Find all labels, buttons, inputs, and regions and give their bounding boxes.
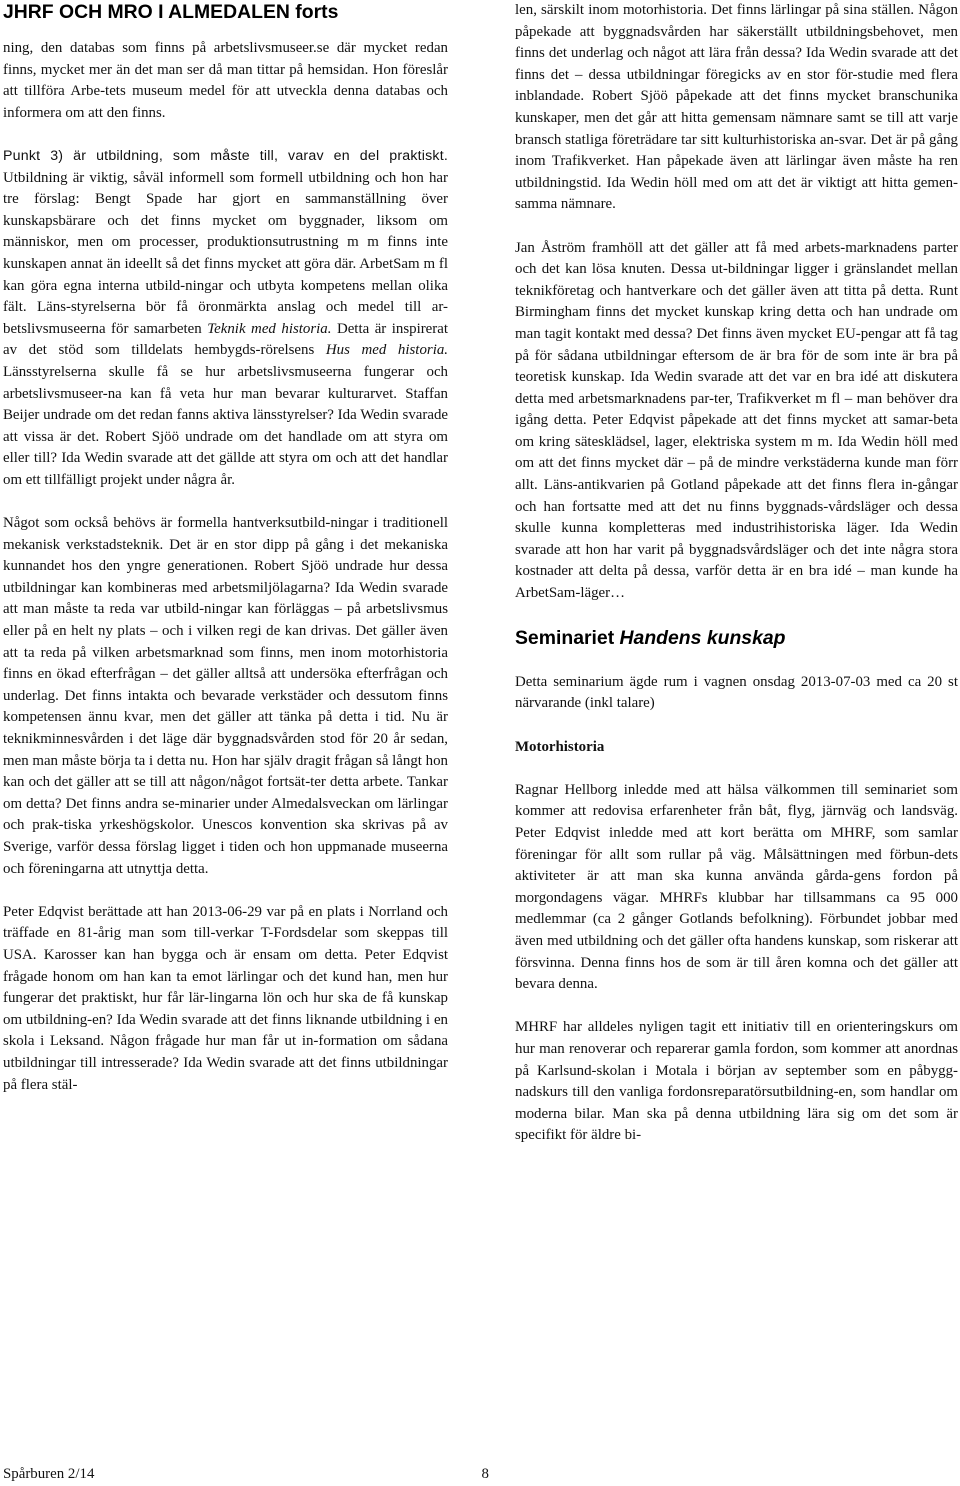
teknik-med-historia: Teknik med historia. <box>207 320 332 337</box>
subhead-motorhistoria: Motorhistoria <box>515 738 605 755</box>
left-paragraph-1: ning, den databas som finns på arbetslivsmuseer.se där mycket redan finns, mycket mer än det man ser då man tittar på hemsidan. Hon föreslår att tillföra Arbe-tets museum medel för att utveckla denna databas och informera om att den finns. <box>3 40 448 121</box>
right-paragraph-5: MHRF har alldeles nyligen tagit ett initiativ till en orienteringskurs om hur man renoverar och reparerar gamla fordon, som kommer att anordnas på Karlsund-skolan i Motala i början av september som en påbygg-nadskurs till den vanliga fordonsreparatörsutbildning-en, som handlar om moderna bilar. Man ska på denna utbildning lära sig om det som är specifikt för äldre bi- <box>515 1019 958 1144</box>
page-number: 8 <box>481 1466 489 1482</box>
right-paragraph-4: Ragnar Hellborg inledde med att hälsa välkommen till seminariet som kommer att redovisa erfarenheter från båt, flyg, järnväg och landsväg. Peter Edqvist inledde med att kort berätta om MHRF, som samlar föreningar för allt som rullar på väg. Målsättningen med förbun-dets aktiviteter är att man ska kunna använda gårda-gens fordon på morgondagens vägar. MHRFs klubbar har tillsammans ca 95 000 medlemmar (ca 2 gånger Gotlands befolkning). Förbundet jobbar med även med utbildning och det gäller ofta handens kunskap, som riskerar att försvinna. Denna finns hos de som är till åren komna och det gäller att bevara denna. <box>515 781 958 993</box>
section-heading-italic: Handens kunskap <box>619 627 786 650</box>
left-paragraph-2-a: Utbildning är viktig, såväl informell som formell utbildning och hon har tre förslag: Bengt Spade har gjort en sammanställning över kunskapsbärare och det finns mycket om byggnader, liksom om människor, men om processer, produktionsutrustning m m finns inte kunskapen annat än ideellt så det finns mycket att göra där. ArbetSam m fl kan göra egna interna utbild-ningar och utbyta kompetens mellan olika fält. Läns-styrelserna bör få öronmärkta anslag och medel till ar-betslivsmuseerna för samarbeten <box>3 169 448 337</box>
right-column <box>515 0 958 1147</box>
left-paragraph-3: Något som också behövs är formella hantverksutbild-ningar i traditionell mekanisk verkstadsteknik. Det är en stor dipp på gång i det mekaniska kunnandet hos den yngre generationen. Robert Sjöö undrade hur dessa utbildningar kan kombineras med arbetsmiljölagarna? Ida Wedin svarade att man måste ta reda var utbild-ningar kan förläggas – på arbetslivsmus eller på en helt ny plats – och i vilken regi de kan drivas. Det gäller även att ta reda på vilken arbetsmarknad som finns, men inom motorhistoria finns en ökad efterfrågan – det gäller alltså att undersöka efterfrågan och underlag. Det finns intakta och bevarade verkstäder och dessutom finns kompetensen ännu kvar, men det gäller att tänka på detta i tid. Nu är teknikminnesvården i det läge där byggnadsvården stod för 20 år sedan, men man måste börja ta i detta nu. Hon har själv dragit frågan så långt hon kan och det gäller att se till att någon/något fortsät-ter detta arbete. Tankar om detta? Det finns andra se-minarier under Almedalsveckan om lärlingar och prak-tiska yrkeshögskolor. Unescos konvention ska skrivas på av Sverige, varför dessa förslag ligget i tiden och hon uppmanade museerna och föreningarna att utnyttja detta. <box>3 515 448 877</box>
left-paragraph-4: Peter Edqvist berättade att han 2013-06-29 var på en plats i Norrland och träffade en 81-årig man som till-verkar T-Fordsdelar som skeppas till USA. Karosser kan han bygga och är ensam om detta. Peter Edqvist frågade honom om han kan ta emot lärlingar och det kund han, men hur fungerar det praktiskt, hur får lär-lingarna lön och hur ska de få kunskap om utbildning-en? Ida Wedin svarade att det finns liknande utbildning i en skola i Leksand. Någon frågade hur man får ut in-formation om sådana utbildningar till intresserade? Ida Wedin svarade att det finns utbildningar på flera stäl- <box>3 903 448 1093</box>
point-3-lead: Punkt 3) är utbildning, som måste till, varav en del praktiskt. <box>3 147 448 164</box>
left-column <box>3 0 448 1096</box>
section-heading <box>515 626 958 650</box>
section-heading-plain: Seminariet <box>515 627 620 650</box>
page-header-title: JHRF OCH MRO I ALMEDALEN forts <box>3 1 339 23</box>
hus-med-historia: Hus med historia. <box>325 342 448 359</box>
left-paragraph-2-b: Detta är inspirerat av det stöd som tilldelats hembygds-rörelsens <box>3 320 448 359</box>
left-paragraph-2-c: Länsstyrelserna skulle få se hur arbetslivsmuseerna fungerar och arbetslivsmuseer-na kan få veta hur man bevarar kulturarvet. Staffan Beijer undrade om det redan fanns aktiva länsstyrelser? Ida Wedin svarade att vissa är det. Robert Sjöö undrade om det handlade om att styra om eller till? Ida Wedin svarade att det gällde att styra om och att det handlar om ett tillfälligt projekt under några år. <box>3 363 448 488</box>
right-paragraph-3: Detta seminarium ägde rum i vagnen onsdag 2013-07-03 med ca 20 st närvarande (inkl talare) <box>515 673 958 712</box>
page-footer <box>3 1464 489 1486</box>
right-paragraph-1: len, särskilt inom motorhistoria. Det finns lärlingar på sina ställen. Någon påpekade att byggnadsvården har säkerställt utbildningsbehovet, men finns det underlag och något att lära från dessa? Ida Wedin svarade att det finns det – dessa utbildningar föregicks av en stor för-studie med flera inblandade. Robert Sjöö påpekade att det finns mycket branschunika kunskaper, men det går att hitta gemensam nämnare samt se till att varje bransch statliga företrädare tar sitt kulturhistoriska an-svar. Det är på gång inom Trafikverket. Han påpekade även att lärlingar även måste ha ren utbildningstid. Ida Wedin höll med om att det är viktigt att hitta gemen-samma nämnare. <box>515 2 958 213</box>
right-paragraph-2: Jan Åström framhöll att det gäller att få med arbets-marknadens parter och det kan lösa knuten. Dessa ut-bildningar ligger i gränslandet mellan teknikföretag och hantverkare och det gäller även att titta på detta. Runt Birmingham finns det mycket kunskap kring detta och han undrade om man tagit kontakt med dessa? Det finns även mycket EU-pengar att få tag på för sådana utbildningar eftersom de är bra för de som inte är bra på teoretisk kunskap. Ida Wedin svarade att det var en bra idé att diskutera detta med arbetsmarknadens par-ter, Trafikverket m fl – man behöver dra igång detta. Peter Edqvist påpekade att det finns mycket att samar-beta om kring sätesklädsel, lager, elektriska system m m. Ida Wedin höll med om att det finns mycket där – på de mindre verkstäderna kunde man förr allt. Läns-antikvarien på Gotland påpekade att det finns flera in-gångar och han fortsatte med att det nu finns byggnads-vårdsläger och dessa skulle kunna kompletteras med industrihistoriska läger. Ida Wedin svarade att hon har varit på byggnadsvårdsläger och det inte några stora kostnader att delta på dessa, varför detta är en bra idé – man kunde ha ArbetSam-läger… <box>515 239 958 602</box>
left-paragraph-2 <box>3 146 448 492</box>
publication-name: Spårburen 2/14 <box>3 1466 95 1482</box>
